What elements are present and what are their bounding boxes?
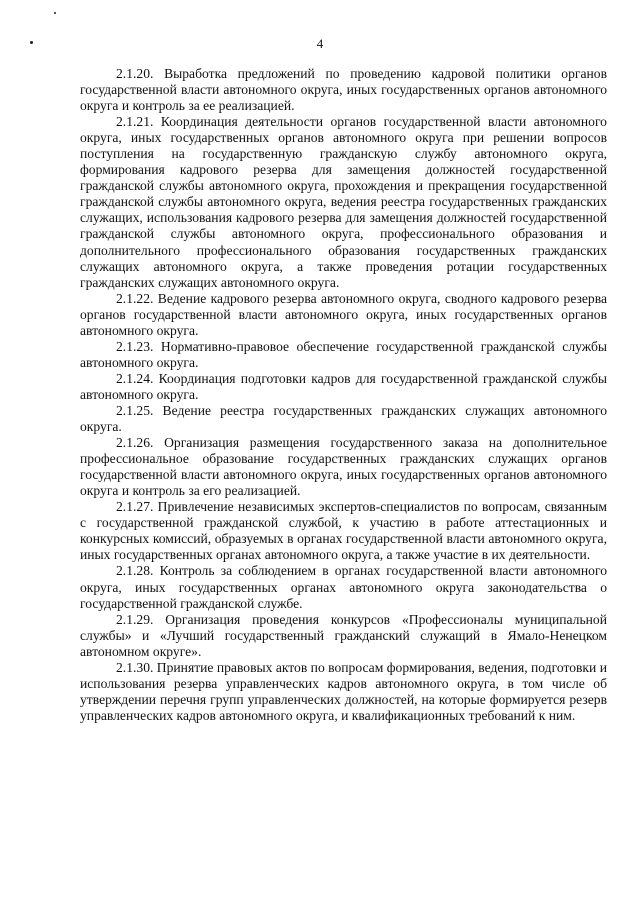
paragraph	[80, 66, 607, 114]
document-body	[80, 66, 607, 724]
clause-number: 2.1.20.	[116, 66, 154, 81]
clause-text: Организация размещения государственного заказа на дополнительное профессиональное образование государственных гражданских служащих органов государственной власти автономного округа, иных государственных органов автономного округа и контроль за его реализацией.	[80, 435, 607, 499]
clause-text: Принятие правовых актов по вопросам формирования, ведения, подготовки и использования резерва управленческих кадров автономного округа, в том числе об утверждении перечня групп управленческих должностей, на которые формируется резерв управленческих кадров автономного округа, и квалификационных требований к ним.	[80, 659, 607, 723]
clause-number: 2.1.28.	[116, 563, 154, 579]
paragraph	[80, 660, 607, 724]
scan-speck	[54, 12, 56, 14]
paragraph	[80, 371, 607, 403]
clause-number: 2.1.23.	[116, 338, 154, 354]
paragraph	[80, 499, 607, 563]
page-number: 4	[316, 36, 324, 51]
clause-number: 2.1.21.	[116, 114, 154, 130]
clause-text: Привлечение независимых экспертов-специалистов по вопросам, связанным с государственной гражданской службой, к участию в работе аттестационных и конкурсных комиссий, образуемых в органах государственной власти автономного округа, иных государственных органах автономного округа, а также участие в их деятельности.	[80, 499, 607, 563]
clause-number: 2.1.30.	[116, 659, 154, 675]
paragraph	[80, 291, 607, 339]
clause-text: Выработка предложений по проведению кадровой политики органов государственной власти автономного округа, иных государственных органов автономного округа и контроль за ее реализацией.	[80, 66, 607, 114]
clause-text: Нормативно-правовое обеспечение государственной гражданской службы автономного округа.	[80, 338, 607, 370]
clause-text: Организация проведения конкурсов «Профессионалы муниципальной службы» и «Лучший государственный гражданский служащий в Ямало-Ненецком автономном округе».	[80, 611, 607, 659]
paragraph	[80, 435, 607, 499]
clause-text: Координация деятельности органов государственной власти автономного округа, иных государственных органов автономного округа при решении вопросов поступления на государственную гражданскую службу автономного округа, формирования кадрового резерва для замещения должностей государственной гражданской службы автономного округа, прохождения и прекращения государственной гражданской службы автономного округа, ведения реестра государственных гражданских служащих, использования кадрового резерва для замещения должностей государственной гражданской службы автономного округа, профессионального образования и дополнительного профессионального образования государственных гражданских служащих автономного округа, а также проведения ротации государственных гражданских служащих автономного округа.	[80, 114, 607, 290]
clause-text: Координация подготовки кадров для государственной гражданской службы автономного округа.	[80, 370, 607, 402]
clause-text: Ведение кадрового резерва автономного округа, сводного кадрового резерва органов государственной власти автономного округа, иных государственных органов автономного округа.	[80, 290, 607, 338]
clause-number: 2.1.26.	[116, 435, 154, 451]
clause-number: 2.1.25.	[116, 402, 154, 418]
clause-text: Ведение реестра государственных гражданских служащих автономного округа.	[80, 402, 607, 435]
clause-number: 2.1.27.	[116, 499, 154, 515]
paragraph	[80, 339, 607, 371]
clause-number: 2.1.29.	[116, 611, 154, 627]
paragraph	[80, 403, 607, 435]
paragraph	[80, 612, 607, 660]
paragraph	[80, 114, 607, 291]
clause-number: 2.1.24.	[116, 370, 154, 386]
paragraph	[80, 563, 607, 611]
clause-number: 2.1.22.	[116, 290, 154, 306]
clause-text: Контроль за соблюдением в органах государственной власти автономного округа, иных государственных органах автономного округа законодательства о государственной гражданской службе.	[80, 563, 607, 611]
